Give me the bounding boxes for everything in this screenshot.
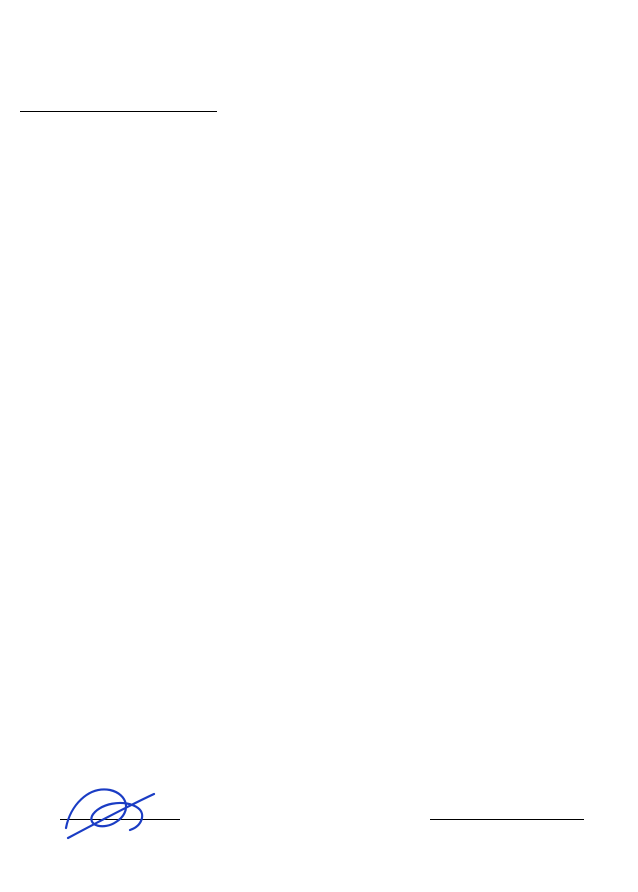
header-rule — [20, 111, 217, 112]
signature-mark — [58, 776, 158, 846]
right-signature-rule — [430, 819, 584, 820]
